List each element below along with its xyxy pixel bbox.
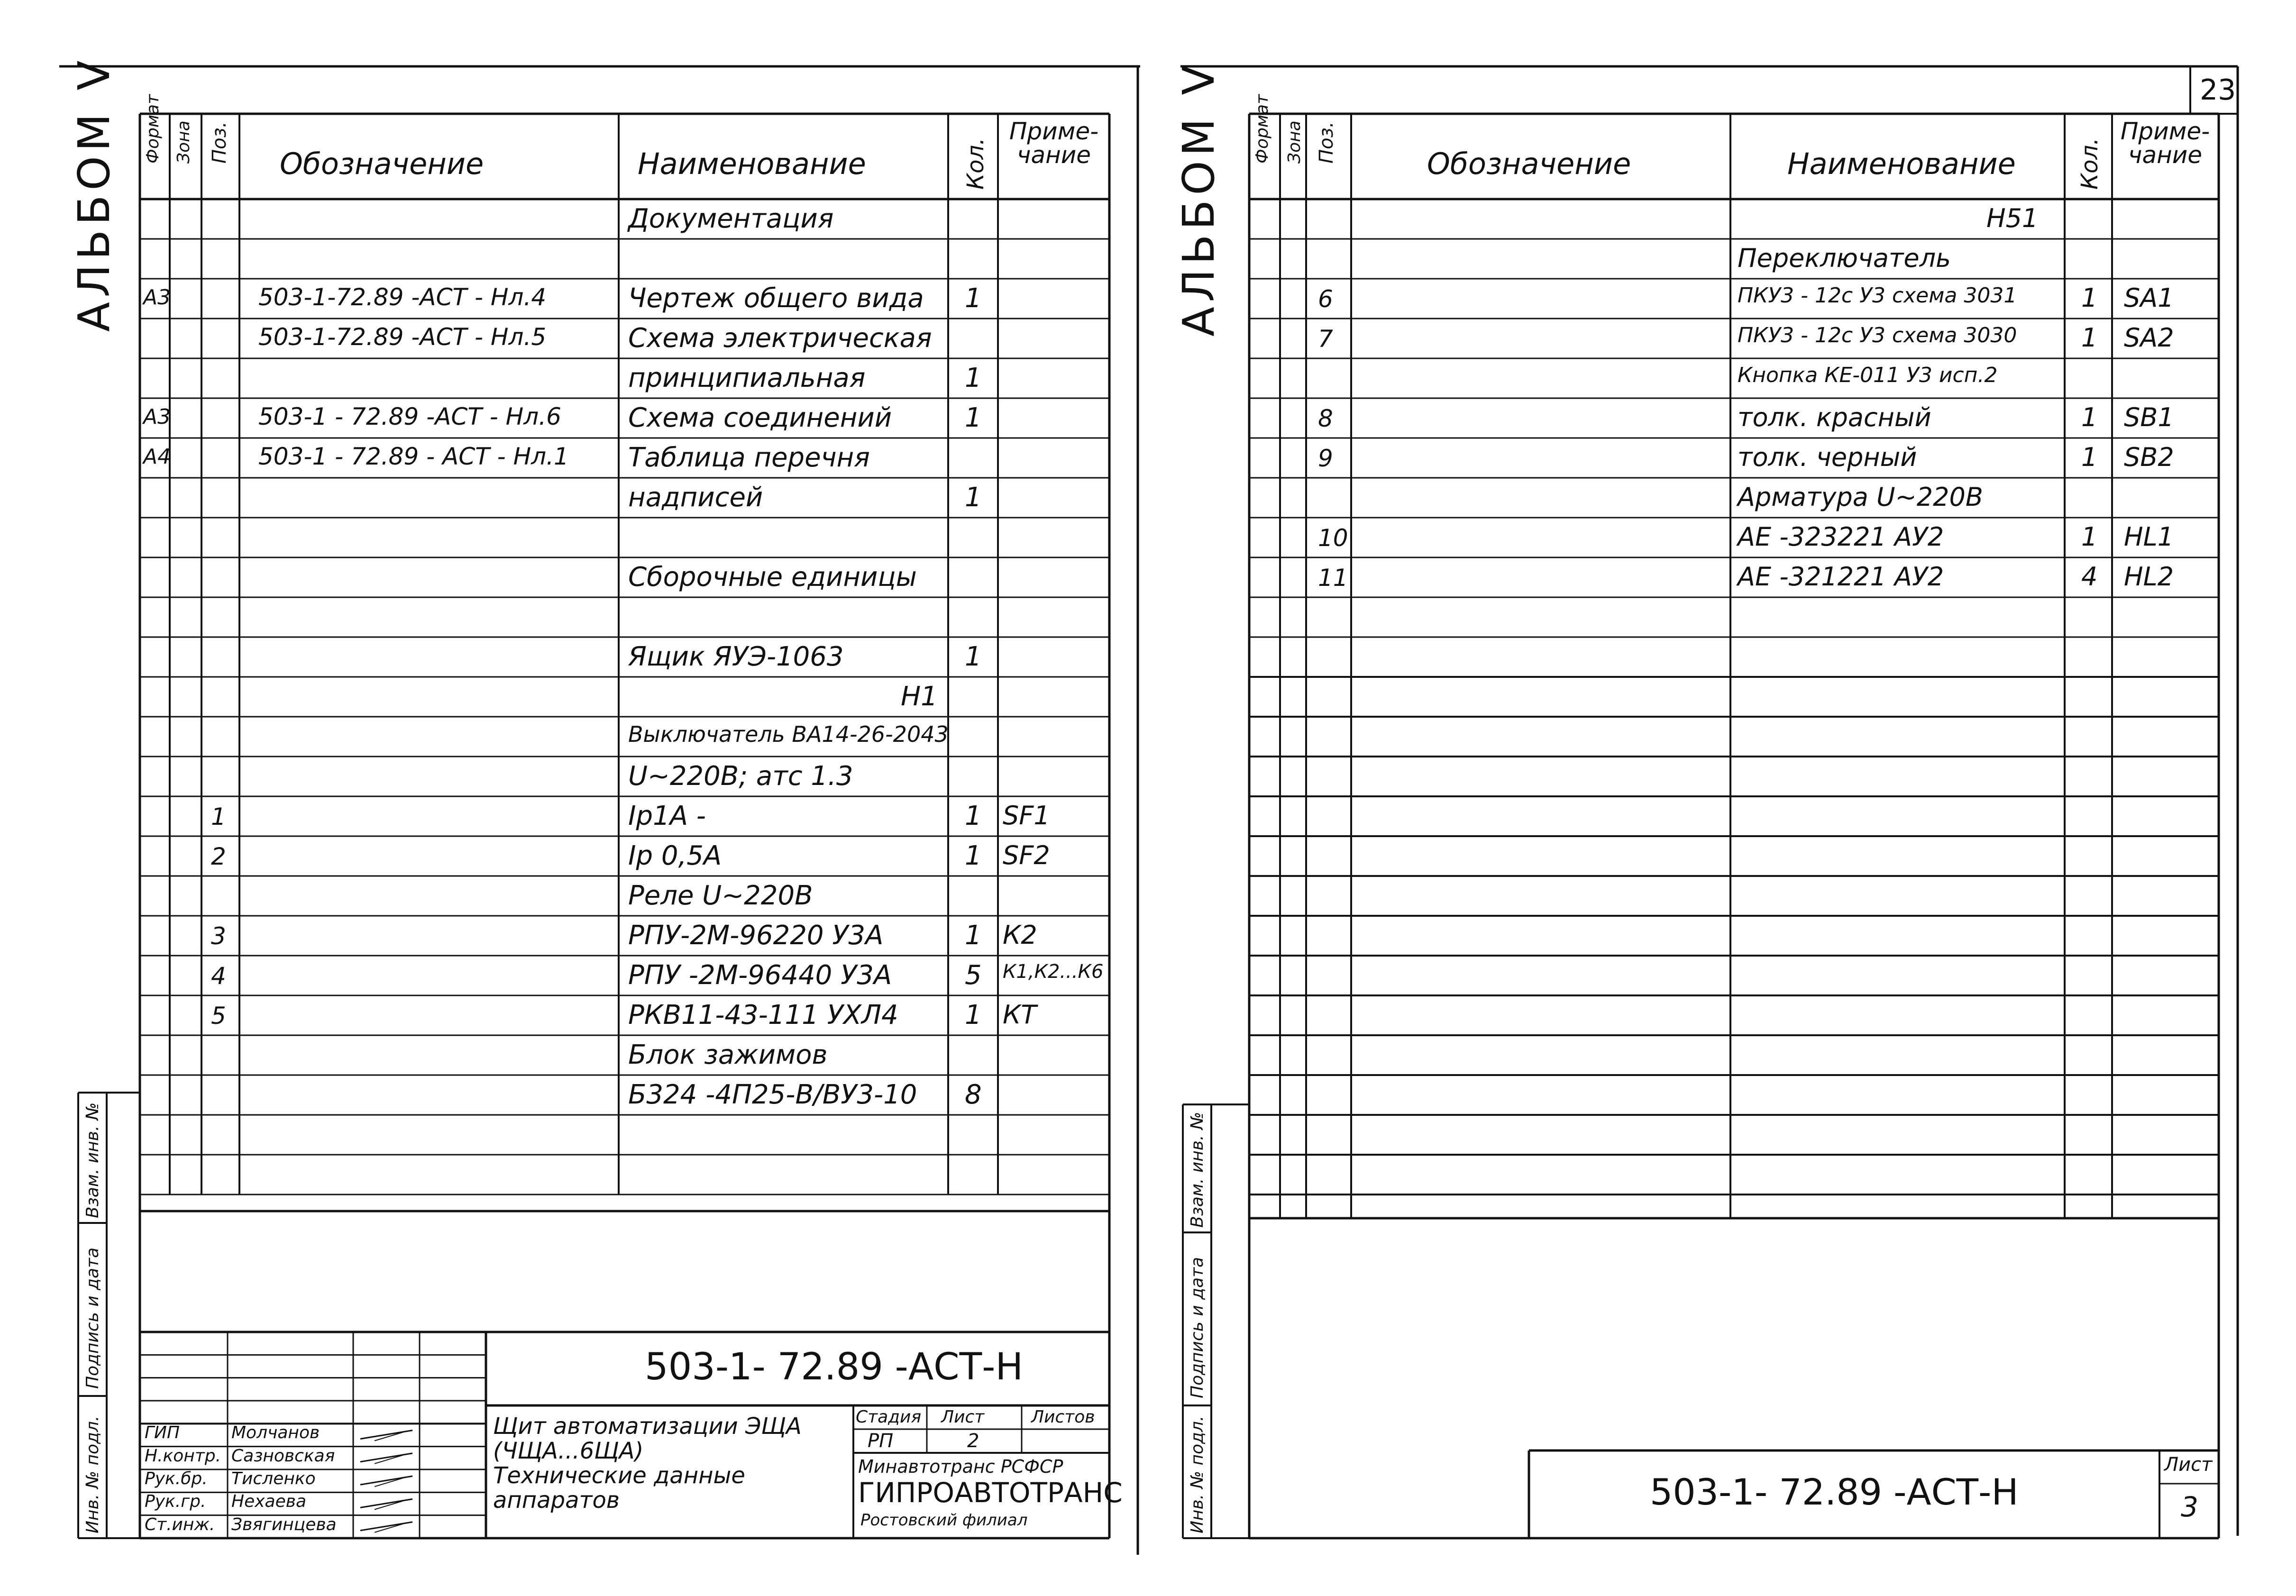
stamp-inv-orig: Инв. № подл. [1188, 1415, 1207, 1533]
row-designation: 503-1-72.89 -АСТ - Нл.4 [258, 283, 547, 311]
row-qty: 1 [965, 482, 982, 513]
row-note: К2 [1003, 920, 1037, 950]
stamp-signature-date: Подпись и дата [83, 1247, 102, 1389]
row-position: 10 [1318, 524, 1348, 552]
header-name: Наименование [638, 146, 866, 181]
row-name: ПКУ3 - 12с У3 схема 3031 [1738, 283, 2017, 308]
row-qty: 1 [2081, 283, 2098, 313]
role-label: Рук.гр. [145, 1492, 206, 1512]
sheets-label: Листов [1031, 1407, 1095, 1427]
row-name: надписей [628, 482, 763, 513]
role-label: ГИП [145, 1423, 180, 1443]
person-name: Молчанов [231, 1423, 320, 1443]
row-name: Ящик ЯУЭ-1063 [628, 641, 844, 672]
row-name: Таблица перечня [628, 442, 870, 473]
row-name: Выключатель ВА14-26-2043 [628, 721, 949, 747]
row-name: толк. красный [1738, 402, 1931, 432]
row-name: Документация [628, 203, 834, 234]
row-name: принципиальная [628, 363, 866, 393]
row-note: К1,К2...К6 [1003, 961, 1104, 983]
row-name: Чертеж общего вида [628, 283, 924, 314]
header-designation: Обозначение [280, 146, 484, 181]
row-note: HL2 [2124, 562, 2174, 592]
header-name: Наименование [1787, 146, 2016, 181]
org-name: ГИПРОАВТОТРАНС [858, 1477, 1123, 1509]
row-name: Iр 0,5А [628, 840, 722, 871]
row-qty: 1 [965, 283, 982, 314]
sheet-label: Лист [941, 1407, 985, 1427]
title-line: аппаратов [493, 1487, 620, 1514]
org-ministry: Минавтотранс РСФСР [858, 1456, 1063, 1477]
row-name: Кнопка КЕ-011 У3 исп.2 [1738, 363, 1998, 387]
role-label: Н.контр. [145, 1446, 221, 1466]
header-zone: Зона [174, 120, 193, 164]
doc-code: 503-1- 72.89 -АСТ-Н [645, 1346, 1024, 1388]
stage-label: Стадия [856, 1407, 922, 1427]
row-qty: 1 [2081, 442, 2098, 472]
sheet-label: Лист [2164, 1454, 2213, 1476]
row-name: РПУ -2М-96440 У3А [628, 960, 892, 991]
row-name: АЕ -321221 АУ2 [1738, 562, 1944, 592]
stamp-inv-orig: Инв. № подл. [83, 1415, 102, 1533]
row-name: Блок зажимов [628, 1040, 828, 1070]
sheet-value: 2 [967, 1430, 979, 1452]
row-position: 6 [1318, 285, 1333, 313]
header-format: Формат [143, 94, 163, 164]
row-note: SF2 [1003, 840, 1050, 870]
doc-code: 503-1- 72.89 -АСТ-Н [1650, 1471, 2019, 1513]
row-note: HL1 [2124, 522, 2174, 552]
row-position: 1 [211, 803, 226, 830]
title-line: Технические данные [493, 1462, 745, 1489]
row-name: U~220В; атс 1.3 [628, 761, 853, 792]
row-qty: 5 [965, 960, 982, 991]
row-format: А3 [143, 285, 171, 310]
stamp-replace-inv: Взам. инв. № [1188, 1112, 1207, 1228]
row-name: ПКУ3 - 12с У3 схема 3030 [1738, 323, 2017, 347]
header-qty: Кол. [2076, 137, 2103, 190]
row-qty: 8 [965, 1079, 982, 1110]
row-qty: 1 [965, 402, 982, 433]
row-name: Б324 -4П25-В/ВУ3-10 [628, 1079, 917, 1110]
row-qty: 1 [965, 641, 982, 672]
row-qty: 1 [2081, 323, 2098, 353]
row-name: Схема электрическая [628, 323, 932, 354]
stamp-replace-inv: Взам. инв. № [83, 1102, 102, 1218]
row-qty: 4 [2081, 562, 2098, 592]
row-position: 8 [1318, 405, 1333, 432]
row-designation: 503-1 - 72.89 - АСТ - Нл.1 [258, 443, 569, 470]
row-name: Сборочные единицы [628, 562, 917, 593]
row-qty: 1 [965, 920, 982, 951]
role-label: Ст.инж. [145, 1514, 215, 1534]
org-branch: Ростовский филиал [860, 1511, 1028, 1530]
row-note: SB1 [2124, 402, 2174, 432]
header-qty: Кол. [962, 137, 989, 190]
row-note: SA2 [2124, 323, 2174, 353]
stage-value: РП [868, 1430, 894, 1452]
stamp-signature-date: Подпись и дата [1188, 1257, 1207, 1398]
row-qty: 1 [2081, 402, 2098, 432]
page-number: 23 [2200, 73, 2236, 107]
row-position: 9 [1318, 445, 1333, 472]
row-name: Н51 [1986, 203, 2039, 233]
row-name: Н1 [901, 681, 938, 712]
row-name: АЕ -323221 АУ2 [1738, 522, 1944, 552]
row-position: 5 [211, 1002, 226, 1030]
album-label-right: АЛЬБОМ V [1173, 60, 1224, 337]
row-qty: 1 [965, 840, 982, 871]
row-position: 7 [1318, 325, 1333, 353]
person-name: Звягинцева [231, 1514, 337, 1534]
row-note: КТ [1003, 1000, 1037, 1030]
row-name: РПУ-2М-96220 У3А [628, 920, 884, 951]
row-name: толк. черный [1738, 442, 1917, 472]
person-name: Тисленко [231, 1469, 316, 1488]
row-qty: 1 [965, 801, 982, 831]
row-designation: 503-1-72.89 -АСТ - Нл.5 [258, 323, 547, 351]
row-position: 2 [211, 843, 226, 870]
sheet-value: 3 [2181, 1491, 2198, 1523]
row-format: А3 [143, 405, 171, 429]
row-qty: 1 [2081, 522, 2098, 552]
row-name: Переключатель [1738, 243, 1951, 273]
row-qty: 1 [965, 363, 982, 393]
row-note: SB2 [2124, 442, 2174, 472]
person-name: Нехаева [231, 1492, 307, 1512]
row-name: Реле U~220В [628, 880, 813, 911]
album-label-left: АЛЬБОМ V [69, 55, 119, 332]
row-format: А4 [143, 445, 171, 469]
row-name: Схема соединений [628, 402, 892, 433]
header-zone: Зона [1285, 120, 1304, 164]
header-note: Приме- чание [2120, 118, 2210, 169]
row-qty: 1 [965, 1000, 982, 1031]
row-position: 11 [1318, 564, 1348, 592]
role-label: Рук.бр. [145, 1469, 208, 1488]
header-pos: Поз. [1316, 121, 1337, 164]
person-name: Сазновская [231, 1446, 335, 1466]
row-designation: 503-1 - 72.89 -АСТ - Нл.6 [258, 403, 561, 430]
header-format: Формат [1253, 94, 1272, 164]
row-name: Арматура U~220В [1738, 482, 1983, 512]
row-name: Iр1А - [628, 801, 706, 831]
row-position: 4 [211, 962, 226, 990]
header-pos: Поз. [209, 121, 230, 164]
row-note: SA1 [2124, 283, 2174, 313]
header-note: Приме- чание [1009, 118, 1099, 169]
row-note: SF1 [1003, 801, 1050, 830]
row-name: РКВ11-43-111 УХЛ4 [628, 1000, 898, 1031]
row-position: 3 [211, 922, 226, 950]
header-designation: Обозначение [1427, 146, 1631, 181]
title-line: (ЧЩА...6ЩА) [493, 1438, 644, 1464]
title-line: Щит автоматизации ЭЩА [493, 1413, 802, 1440]
